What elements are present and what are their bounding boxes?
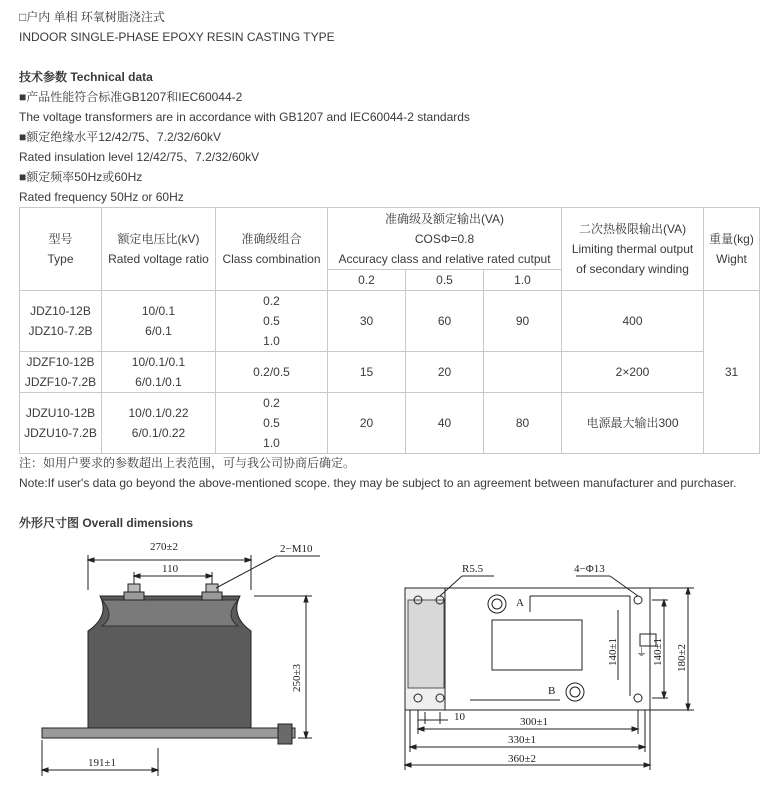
th-ratio-cn: 额定电压比(kV)	[117, 232, 200, 246]
cell-out-05: 20	[406, 352, 484, 393]
dim-mid-x: 330±1	[508, 734, 537, 746]
cell-out-10	[484, 352, 562, 393]
spec-table	[19, 207, 760, 454]
dim-inner-y: 140±1	[607, 637, 619, 666]
th-acc-02: 0.2	[328, 270, 406, 291]
th-thermal	[562, 208, 704, 291]
note-en: Note:If user's data go beyond the above-mentioned scope. they may be subject to an agreement between manufacturer and purchaser.	[19, 476, 737, 490]
th-class	[216, 208, 328, 291]
dim-base: 191±1	[88, 757, 117, 769]
type-value: JDZF10-12B	[26, 355, 95, 369]
ratio-value: 10/0.1/0.22	[128, 406, 189, 420]
type-value: JDZU10-12B	[25, 406, 96, 420]
cell-ratio	[102, 352, 216, 393]
cell-out-05: 60	[406, 291, 484, 352]
dim-width: 270±2	[150, 541, 179, 553]
tech-line: ■产品性能符合标准GB1207和IEC60044-2	[19, 90, 243, 104]
class-value: 1.0	[263, 334, 280, 348]
cell-out-05: 40	[406, 393, 484, 454]
cell-type	[20, 291, 102, 352]
title-cn: □户内 单相 环氧树脂浇注式	[19, 10, 165, 24]
ratio-value: 10/0.1/0.1	[131, 355, 186, 369]
cell-thermal: 400	[562, 291, 704, 352]
class-value: 0.2	[263, 294, 280, 308]
ratio-value: 6/0.1	[145, 324, 172, 338]
cell-out-10: 90	[484, 291, 562, 352]
cell-type	[20, 352, 102, 393]
dimensions-heading: 外形尺寸图 Overall dimensions	[19, 516, 194, 530]
th-type-en: Type	[47, 252, 74, 266]
th-acc-10: 1.0	[484, 270, 562, 291]
th-ratio-en: Rated voltage ratio	[108, 252, 209, 266]
type-value: JDZU10-7.2B	[24, 426, 97, 440]
ratio-value: 6/0.1/0.1	[135, 375, 182, 389]
table-row	[20, 291, 760, 352]
tech-line: Rated insulation level 12/42/75、7.2/32/60kV	[19, 150, 260, 164]
th-weight-en: Wight	[716, 252, 747, 266]
cell-thermal: 电源最大输出300	[562, 393, 704, 454]
tech-line: ■额定绝缘水平12/42/75、7.2/32/60kV	[19, 130, 222, 144]
th-accuracy-en: Accuracy class and relative rated cutput	[338, 251, 551, 266]
th-thermal-cn: 二次热极限输出(VA)	[578, 222, 687, 236]
cell-ratio	[102, 393, 216, 454]
title-en: INDOOR SINGLE-PHASE EPOXY RESIN CASTING TYPE	[19, 30, 335, 44]
table-row	[20, 352, 760, 393]
ratio-value: 6/0.1/0.22	[131, 426, 186, 440]
dim-total-x: 360±2	[508, 753, 537, 765]
th-ratio	[102, 208, 216, 291]
class-value: 0.5	[263, 416, 280, 430]
mark-a: A	[516, 597, 524, 609]
cell-thermal: 2×200	[562, 352, 704, 393]
th-class-en: Class combination	[222, 252, 321, 266]
header-row	[20, 208, 760, 270]
dimension-drawing	[0, 530, 775, 790]
ratio-value: 10/0.1	[141, 304, 176, 318]
tech-line: Rated frequency 50Hz or 60Hz	[19, 190, 184, 204]
dim-height: 250±3	[291, 663, 303, 692]
cell-class	[216, 393, 328, 454]
cell-out-02: 30	[328, 291, 406, 352]
cell-out-02: 20	[328, 393, 406, 454]
dim-radius: R5.5	[462, 563, 484, 575]
class-value: 0.5	[263, 314, 280, 328]
dim-holes: 4−Φ13	[574, 563, 605, 575]
cell-ratio	[102, 291, 216, 352]
type-value: JDZ10-12B	[30, 304, 91, 318]
type-value: JDZ10-7.2B	[28, 324, 93, 338]
tech-line: ■额定频率50Hz或60Hz	[19, 170, 143, 184]
cell-weight: 31	[704, 291, 760, 454]
technical-heading: 技术参数 Technical data	[19, 70, 153, 84]
cell-class	[216, 291, 328, 352]
dim-hole-y: 140±1	[652, 637, 664, 666]
cell-class: 0.2/0.5	[216, 352, 328, 393]
th-accuracy-cos: COSΦ=0.8	[414, 231, 475, 246]
ground-icon: ⏚	[636, 647, 647, 659]
note-cn: 注：如用户要求的参数超出上表范围，可与我公司协商后确定。	[19, 456, 356, 470]
dim-hole-x: 300±1	[520, 716, 549, 728]
type-value: JDZF10-7.2B	[24, 375, 97, 389]
th-thermal-en1: Limiting thermal output	[571, 242, 694, 256]
cell-type	[20, 393, 102, 454]
class-value: 1.0	[263, 436, 280, 450]
th-type	[20, 208, 102, 291]
th-acc-05: 0.5	[406, 270, 484, 291]
dim-total-y: 180±2	[676, 643, 688, 672]
dim-terminal-spacing: 110	[162, 563, 179, 575]
th-type-cn: 型号	[48, 232, 73, 246]
table-row	[20, 393, 760, 454]
th-class-cn: 准确级组合	[241, 232, 302, 246]
mark-b: B	[548, 685, 556, 697]
th-accuracy-cn: 准确级及额定输出(VA)	[384, 211, 505, 226]
class-value: 0.2	[263, 396, 280, 410]
cell-out-10: 80	[484, 393, 562, 454]
cell-out-02: 15	[328, 352, 406, 393]
dim-terminals: 2−M10	[280, 543, 313, 555]
tech-line: The voltage transformers are in accordance with GB1207 and IEC60044-2 standards	[19, 110, 470, 124]
dim-edge: 10	[454, 711, 465, 723]
th-accuracy	[328, 208, 562, 270]
th-weight	[704, 208, 760, 291]
th-thermal-en2: of secondary winding	[576, 262, 689, 276]
th-weight-cn: 重量(kg)	[709, 232, 754, 246]
